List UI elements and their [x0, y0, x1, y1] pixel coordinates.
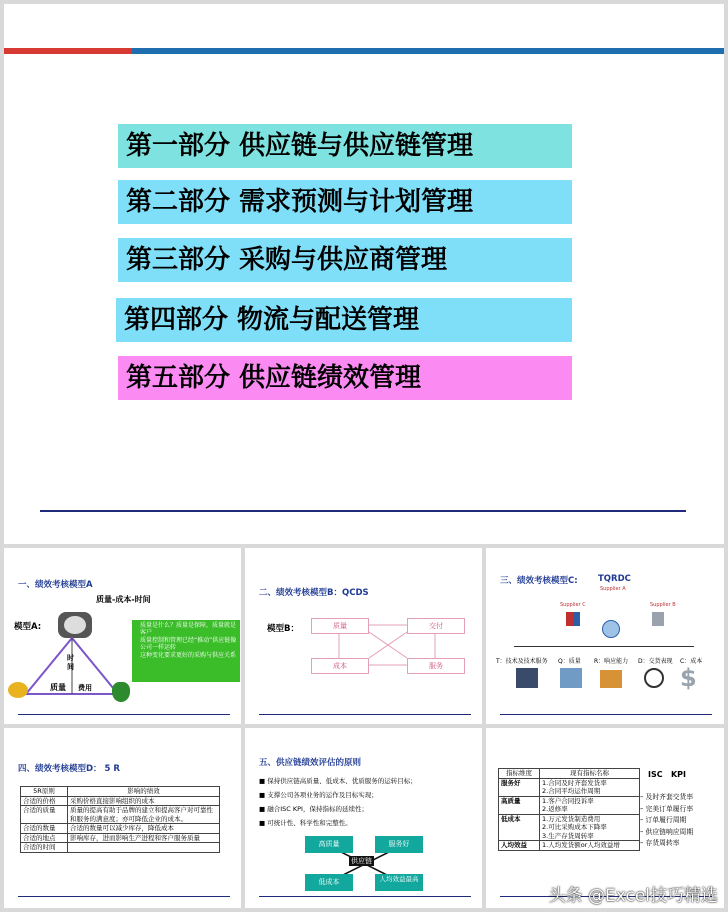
supplier-c-label: Supplier C: [560, 602, 586, 608]
isc-kpi-item: – 订单履行周期: [640, 816, 687, 824]
principle-good-service: 服务好: [375, 836, 423, 853]
clock-face-icon: [602, 620, 620, 638]
thumb1-title: 一、绩效考核模型A: [18, 580, 93, 590]
five-r-impact: [68, 843, 220, 853]
thumb1-bullet-1: 质量是什么？质量是保障，质量就是客户: [140, 622, 237, 636]
section-4: 第四部分 物流与配送管理: [116, 298, 572, 342]
kpi-header-dim: 指标维度: [499, 769, 540, 779]
thumb5-footer: [259, 896, 471, 897]
kpi-item: 1.万元发货制造费用: [542, 814, 601, 823]
thumb1-subtitle: 质量-成本-时间: [96, 595, 151, 604]
thumb3-footer: [500, 714, 712, 715]
thumb4-footer: [18, 896, 230, 897]
thumb2-title: 二、绩效考核模型B：QCDS: [259, 588, 369, 598]
thumb1-bullet-3: 这种变化要求更好的采购与供应关系: [140, 652, 237, 659]
pillar-icon: [652, 612, 664, 626]
five-r-principle: 合适的质量: [21, 806, 68, 824]
factor-d: D：交货表现: [638, 658, 673, 665]
five-r-header-1: 5R原则: [21, 787, 68, 797]
five-r-principle: 合适的数量: [21, 824, 68, 834]
money-bag-icon: [112, 682, 130, 702]
thumb5-bullet-text: 保持供应链高质量、低成本、优质服务的运转目标；: [267, 777, 417, 785]
isc-kpi-list: [640, 792, 693, 850]
thumb5-bullet-1: ■ 保持供应链高质量、低成本、优质服务的运转目标；: [259, 777, 417, 785]
supplier-a-label: Supplier A: [600, 586, 626, 592]
qcds-quality: 质量: [311, 618, 369, 634]
isc-kpi-item: – 完美订单履行率: [640, 804, 694, 813]
kpi-items: [540, 796, 640, 814]
thumb1-bullets: [132, 620, 240, 682]
factor-q: Q：质量: [558, 658, 581, 665]
five-r-impact: 采购价格直接影响组织的成本: [68, 796, 220, 806]
five-r-principle: 合适的地点: [21, 833, 68, 843]
top-bar-red: [4, 48, 132, 54]
section-2: 第二部分 需求预测与计划管理: [118, 180, 572, 224]
thumb-model-c: [486, 548, 724, 724]
thumb3-title: 三、绩效考核模型C:: [500, 576, 578, 586]
kpi-header-name: 现有指标名称: [540, 769, 640, 779]
kpi-item: 3.生产存货周转率: [542, 831, 594, 840]
quality-chart-icon: [560, 668, 582, 688]
supplier-b-label: Supplier B: [650, 602, 676, 608]
medal-icon: [8, 682, 28, 698]
triangle-right-label: 费用: [78, 684, 92, 692]
triangle-top-label: 时间: [67, 654, 74, 671]
thumb-model-b: [245, 548, 482, 724]
triangle-left-label: 质量: [50, 683, 66, 692]
kpi-item: 1.客户合同投诉率: [542, 796, 594, 805]
five-r-impact: 影响库存，进而影响生产进程和客户服务质量: [68, 833, 220, 843]
thumb1-bullet-2: 质量控制和管理已经“推动”供应链像公司一样运转: [140, 637, 237, 651]
principle-low-cost: 低成本: [305, 874, 353, 891]
isc-kpi-item: – 存货周转率: [640, 839, 680, 847]
kpi-item: 1.合同及时齐套发货率: [542, 778, 607, 787]
main-slide: [4, 4, 724, 544]
thumb1-model-label: 模型A:: [14, 622, 42, 632]
principle-efficiency: 人均效益最高: [375, 874, 423, 891]
principle-high-quality: 高质量: [305, 836, 353, 853]
five-r-principle: 合适的价格: [21, 796, 68, 806]
section-1: 第一部分 供应链与供应链管理: [118, 124, 572, 168]
thumb5-bullet-text: 融合ISC KPI，保持指标的延续性；: [267, 805, 368, 813]
thumb5-bullet-3: ■ 融合ISC KPI，保持指标的延续性；: [259, 805, 368, 813]
arrows-icon: [566, 612, 580, 626]
section-5: 第五部分 供应链绩效管理: [118, 356, 572, 400]
kpi-dim: 人均效益: [499, 841, 540, 851]
response-icon: [600, 670, 622, 688]
kpi-item: 2.合同平均运作周期: [542, 787, 601, 795]
kpi-item: 2.可比采购成本下降率: [542, 823, 607, 831]
five-r-table: [20, 786, 220, 853]
isc-kpi-item: – 及时齐套交货率: [640, 793, 694, 801]
qcds-delivery: 交付: [407, 618, 465, 634]
thumb5-bullet-text: 支撑公司各项业务的运作及目标实现；: [267, 791, 378, 799]
top-bar-blue: [132, 48, 724, 54]
watermark: 头条 @Excel技巧精选: [548, 886, 718, 906]
clock-icon: [58, 612, 92, 638]
kpi-dim: 低成本: [499, 814, 540, 841]
kpi-items: [540, 814, 640, 841]
kpi-item: 1.人均发货额or人均效益增: [542, 841, 620, 849]
kpi-items: [540, 841, 640, 851]
factor-c: C：成本: [680, 658, 703, 665]
dollar-icon: $: [680, 664, 697, 692]
thumb5-title: 五、供应链绩效评估的原则: [259, 758, 362, 768]
thumb5-bullet-2: ■ 支撑公司各项业务的运作及目标实现；: [259, 791, 378, 799]
kpi-table: [498, 768, 640, 851]
factor-r: R：响应能力: [594, 658, 629, 665]
thumb3-acronym: TQRDC: [598, 574, 631, 584]
principle-center: 供应链: [351, 857, 372, 865]
kpi-dim: 高质量: [499, 796, 540, 814]
delivery-bike-icon: [644, 668, 664, 688]
factor-t: T：技术及技术服务: [496, 658, 548, 665]
tech-service-icon: [516, 668, 538, 688]
thumb2-footer: [259, 714, 471, 715]
thumb5-bullet-text: 可统计性、科学性和完整性。: [267, 819, 352, 827]
kpi-item: 2.返修率: [542, 805, 568, 813]
isc-kpi-item: – 供应链响应周期: [640, 827, 694, 836]
kpi-items: [540, 778, 640, 796]
thumb2-model-label: 模型B：: [267, 624, 299, 634]
qcds-service: 服务: [407, 658, 465, 674]
five-r-header-2: 影响的绩效: [68, 787, 220, 797]
five-r-principle: 合适的时间: [21, 843, 68, 853]
five-r-impact: 质量的提高有助于品牌的建立和提高客户对可靠性和服务的满意度；亦可降低企业的成本。: [68, 806, 220, 824]
thumb-model-d: [4, 728, 241, 908]
five-r-impact: 合适的数量可以减少库存，降低成本: [68, 824, 220, 834]
footer-line: [40, 510, 686, 512]
isc-kpi-title: ISC KPI: [648, 770, 687, 779]
thumb5-bullet-4: ■ 可统计性、科学性和完整性。: [259, 819, 352, 827]
kpi-dim: 服务好: [499, 778, 540, 796]
section-3: 第三部分 采购与供应商管理: [118, 238, 572, 282]
thumb-model-a: [4, 548, 241, 724]
thumb-principles: [245, 728, 482, 908]
thumb4-title: 四、绩效考核模型D： 5 R: [18, 764, 120, 774]
connector-line: [514, 646, 694, 647]
qcds-cost: 成本: [311, 658, 369, 674]
thumb1-footer: [18, 714, 230, 715]
